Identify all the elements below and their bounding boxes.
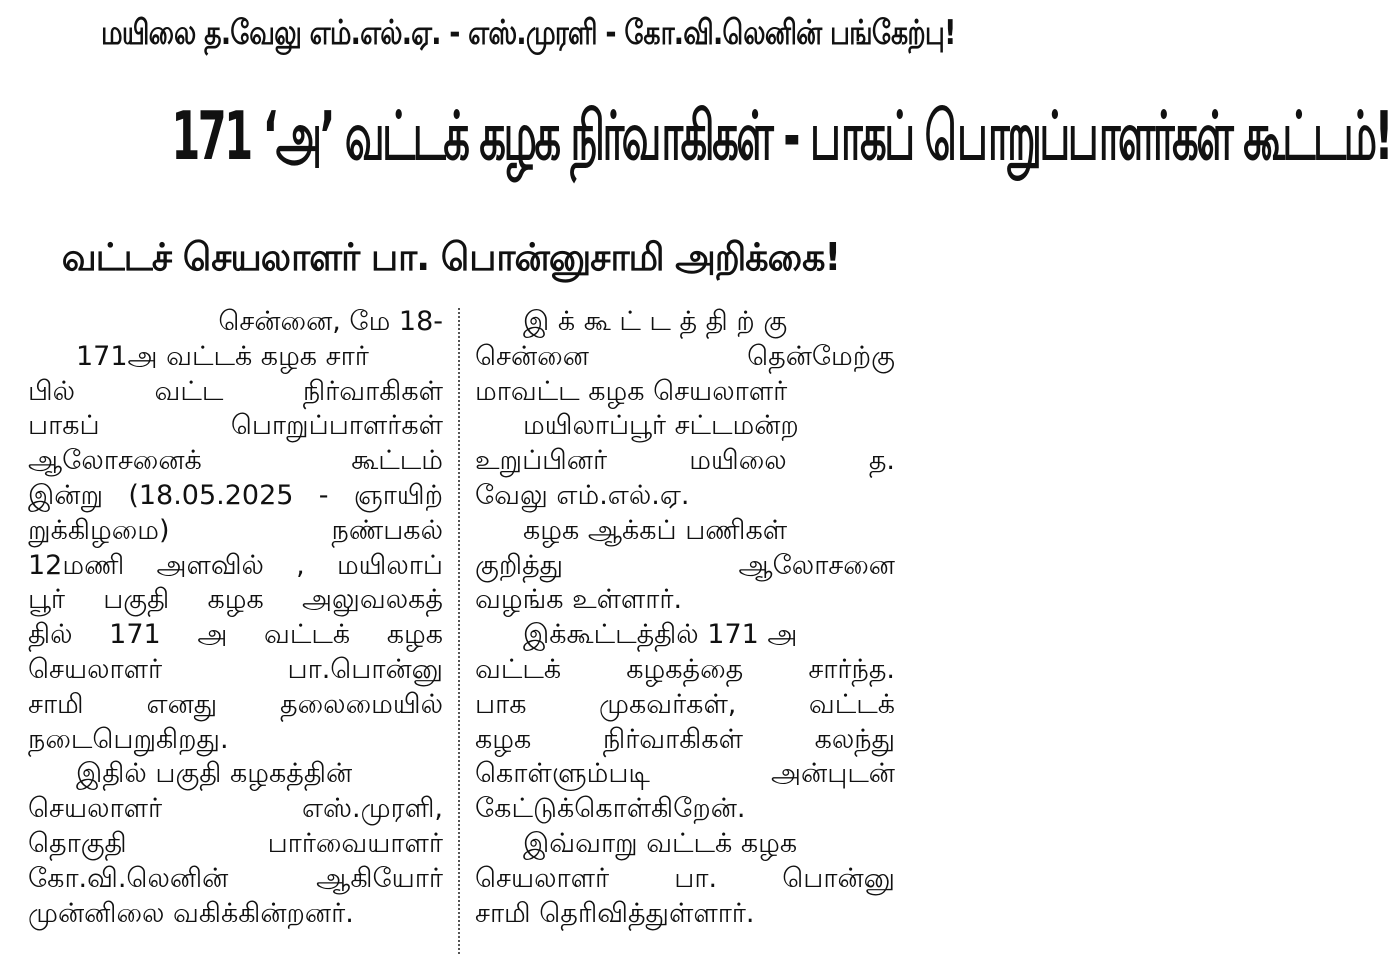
left-line-6: றுக்கிழமை) நண்பகல் [28, 514, 443, 546]
right-line-1: சென்னை தென்மேற்கு [475, 340, 895, 372]
right-line-16: செயலாளர் பா. பொன்னு [475, 862, 895, 894]
right-line-14: கேட்டுக்கொள்கிறேன். [475, 793, 746, 825]
right-line-7: குறித்து ஆலோசனை [475, 549, 895, 581]
right-line-8: வழங்க உள்ளார். [475, 584, 683, 616]
left-line-13: இதில் பகுதி கழகத்தின் [76, 758, 353, 790]
left-line-1: 171அ வட்டக் கழக சார் [76, 340, 369, 372]
left-line-16: கோ.வி.லெனின் ஆகியோர் [28, 862, 443, 894]
sub-headline: வட்டச் செயலாளர் பா. பொன்னுசாமி அறிக்கை! [61, 235, 841, 279]
left-line-2: பில் வட்ட நிர்வாகிகள் [28, 375, 443, 407]
left-line-3: பாகப் பொறுப்பாளர்கள் [28, 410, 443, 442]
kicker-headline: மயிலை த.வேலு எம்.எல்.ஏ. - எஸ்.முரளி - கோ.வி.லெனின் பங்கேற்பு! [101, 13, 956, 53]
right-line-4: உறுப்பினர் மயிலை த. [475, 445, 895, 477]
left-line-8: பூர் பகுதி கழக அலுவலகத் [28, 584, 443, 616]
left-column [28, 305, 443, 931]
right-line-6: கழக ஆக்கப் பணிகள் [523, 514, 788, 546]
right-line-2: மாவட்ட கழக செயலாளர் [475, 375, 788, 407]
left-line-14: செயலாளர் எஸ்.முரளி, [28, 793, 443, 825]
main-headline: 171 ‘அ’ வட்டக் கழக நிர்வாகிகள் - பாகப் பொறுப்பாளர்கள் கூட்டம்! [171, 97, 1391, 175]
left-line-17: முன்னிலை வகிக்கின்றனர். [28, 897, 354, 929]
left-line-12: நடைபெறுகிறது. [28, 723, 229, 755]
right-line-5: வேலு எம்.எல்.ஏ. [475, 479, 690, 511]
right-line-3: மயிலாப்பூர் சட்டமன்ற [523, 410, 799, 442]
left-line-4: ஆலோசனைக் கூட்டம் [28, 445, 443, 477]
right-column [475, 305, 895, 931]
right-line-13: கொள்ளும்படி அன்புடன் [475, 758, 895, 790]
left-line-11: சாமி எனது தலைமையில் [28, 688, 443, 720]
left-line-9: தில் 171 அ வட்டக் கழக [28, 619, 443, 651]
right-line-11: பாக முகவர்கள், வட்டக் [475, 688, 895, 720]
right-line-12: கழக நிர்வாகிகள் கலந்து [475, 723, 895, 755]
right-line-0: இ க் கூ ட் ட த் தி ற் கு [523, 306, 788, 337]
column-divider [458, 308, 460, 954]
right-line-15: இவ்வாறு வட்டக் கழக [523, 827, 798, 859]
right-line-17: சாமி தெரிவித்துள்ளார். [475, 897, 755, 929]
right-line-9: இக்கூட்டத்தில் 171 அ [523, 619, 798, 651]
left-line-0: சென்னை, மே 18- [218, 306, 443, 337]
left-line-7: 12மணி அளவில் , மயிலாப் [28, 549, 443, 581]
right-line-10: வட்டக் கழகத்தை சார்ந்த. [475, 653, 895, 685]
left-line-5: இன்று (18.05.2025 - ஞாயிற் [28, 479, 443, 511]
left-line-15: தொகுதி பார்வையாளர் [28, 827, 443, 859]
left-line-10: செயலாளர் பா.பொன்னு [28, 653, 443, 685]
